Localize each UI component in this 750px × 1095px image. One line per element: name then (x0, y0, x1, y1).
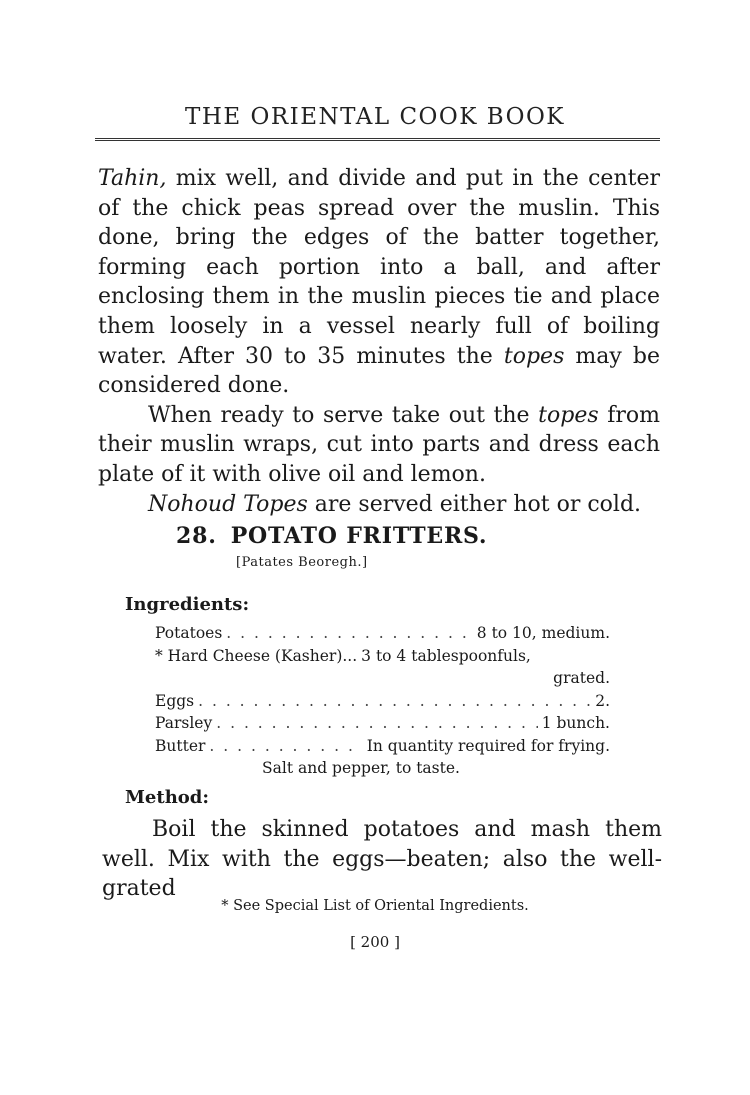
topes-term: topes (503, 343, 565, 369)
leader-dots (209, 735, 362, 758)
recipe-subtitle: [Patates Beoregh.] (236, 555, 368, 570)
paragraph-3 (98, 490, 660, 520)
ingredients-label: Ingredients: (125, 594, 250, 615)
ingredient-qty: 2. (595, 691, 610, 710)
paragraph-1-text-b: may be considered done. (98, 343, 660, 399)
paragraph-2-text-b: from their muslin wraps, cut into parts and dress each plate of it with olive oil and lemon. (98, 402, 660, 487)
footnote: * See Special List of Oriental Ingredients. (221, 898, 529, 914)
method-paragraph: Boil the skinned potatoes and mash them well. Mix with the eggs—beaten; also the well-grated (102, 817, 662, 902)
tahin-term: Tahin, (98, 166, 167, 191)
ingredient-row (155, 645, 610, 668)
ingredient-row (155, 690, 610, 713)
running-head: THE ORIENTAL COOK BOOK (185, 104, 565, 130)
ingredient-name: Parsley (155, 714, 213, 732)
ingredient-row (155, 622, 610, 645)
nohoud-topes-term: Nohoud Topes (148, 491, 308, 517)
paragraph-1-text-a: mix well, and divide and put in the center of the chick peas spread over the muslin. This done, bring the edges of the batter together, forming each portion into a ball, and after enclosing them in the muslin pieces tie and place them loosely in a vessel nearly full of boiling water. After 30 to 35 minutes the (98, 166, 660, 369)
ingredient-qty: 8 to 10, medium. (476, 624, 610, 642)
recipe-heading (176, 523, 487, 549)
ingredient-qty: In quantity required for frying. (366, 736, 610, 755)
recipe-title: POTATO FRITTERS. (230, 523, 488, 549)
page-number: [ 200 ] (350, 933, 400, 951)
seasoning-row (155, 757, 610, 780)
ingredient-name: Eggs (155, 691, 195, 710)
body-text (98, 164, 660, 519)
ingredient-name: * Hard Cheese (Kasher)... (155, 646, 358, 665)
ingredient-name: Butter (155, 736, 206, 755)
ingredient-qty: grated. (553, 669, 610, 687)
leader-dots (226, 622, 472, 645)
paragraph-3-text: are served either hot or cold. (307, 491, 642, 517)
method-text (102, 815, 662, 904)
topes-term: topes (538, 402, 599, 428)
ingredient-row (155, 735, 610, 758)
recipe-number: 28. (176, 523, 217, 549)
ingredient-qty: 3 to 4 tablespoonfuls, (361, 646, 531, 665)
paragraph-2 (98, 401, 660, 490)
header-rule (95, 138, 660, 141)
ingredient-row (155, 667, 610, 690)
leader-dots (198, 690, 591, 713)
paragraph-2-text-a: When ready to serve take out the (148, 402, 539, 428)
ingredient-name: Potatoes (155, 624, 223, 642)
method-label: Method: (125, 787, 210, 808)
seasoning-text: Salt and pepper, to taste. (262, 759, 460, 777)
ingredient-row (155, 712, 610, 735)
leader-dots (216, 712, 537, 735)
ingredient-qty: 1 bunch. (541, 714, 610, 732)
ingredients-list (155, 622, 610, 780)
paragraph-1 (98, 164, 660, 401)
